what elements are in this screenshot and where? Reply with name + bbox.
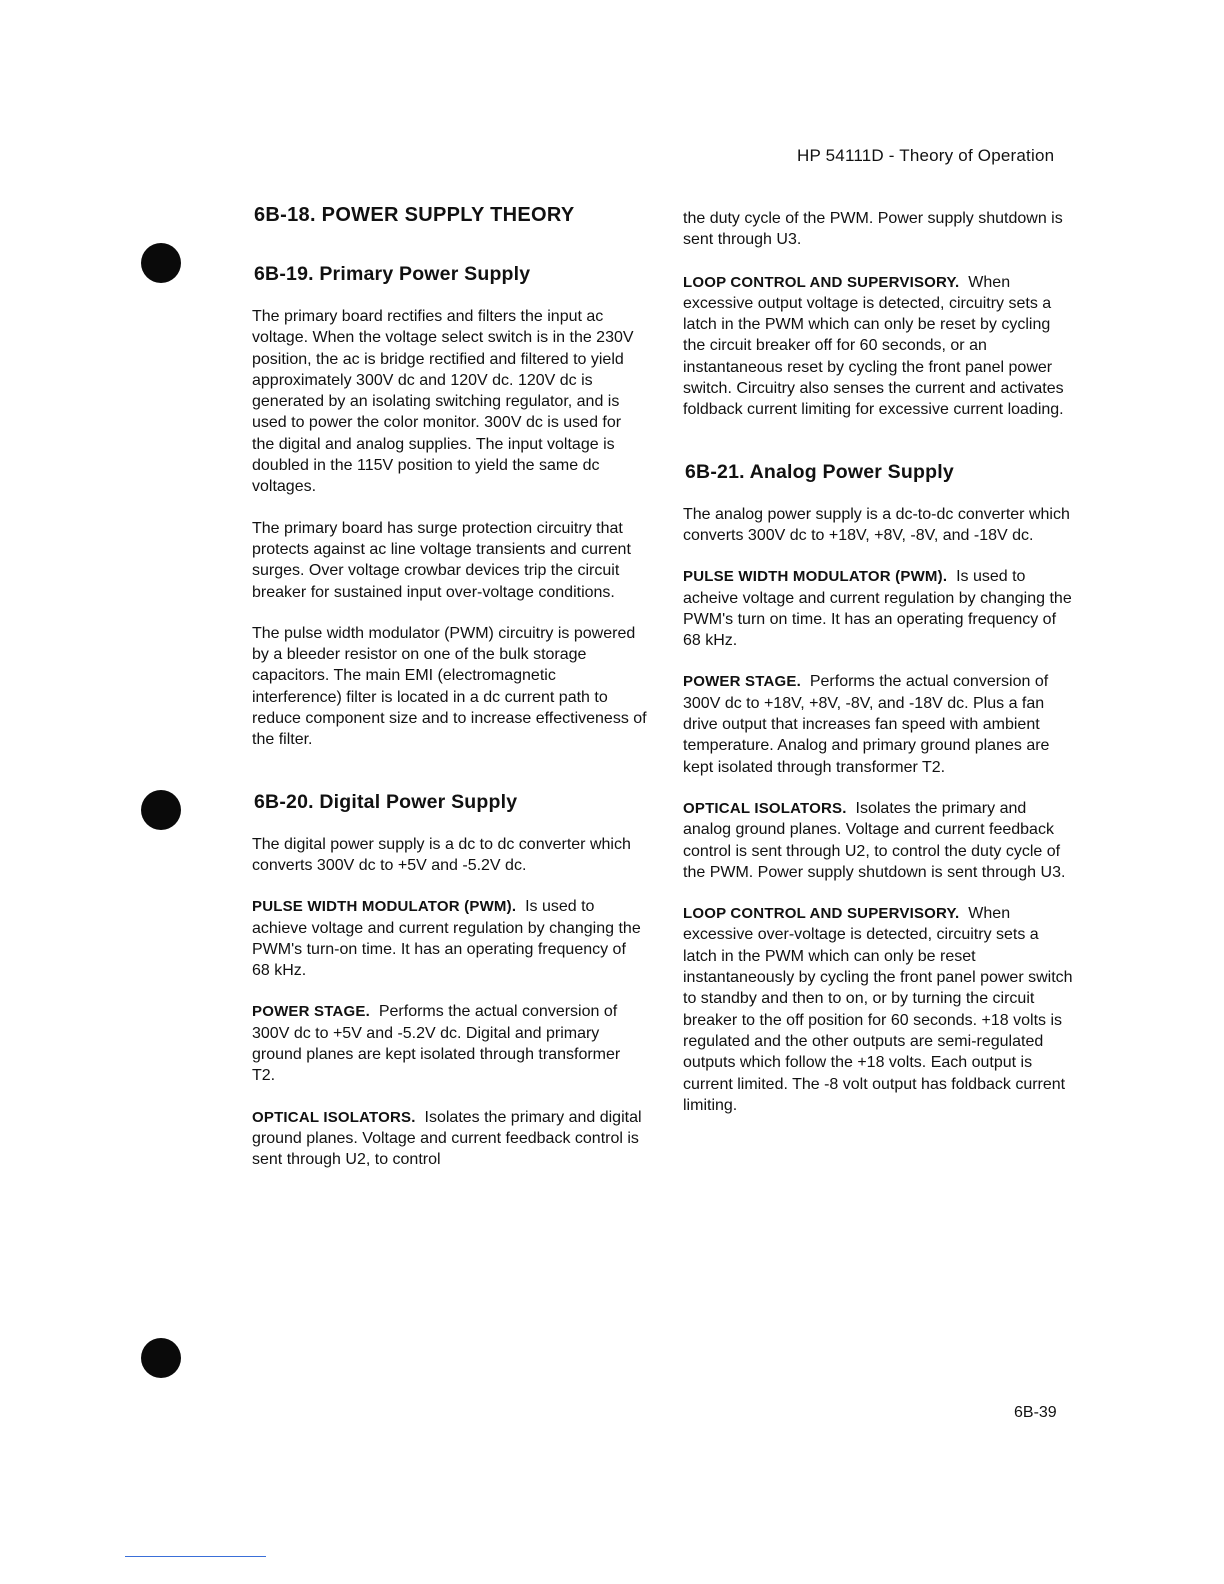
heading-digital-power-supply: 6B-20. Digital Power Supply [254,790,518,813]
analog-loop-control-label: LOOP CONTROL AND SUPERVISORY. [683,905,960,923]
digital-loop-control-paragraph [683,272,1073,421]
digital-pwm-paragraph [252,896,647,981]
binder-punch-hole-bottom [141,1338,181,1378]
analog-power-stage-label: POWER STAGE. [683,673,801,691]
analog-pwm-text: Is used to acheive voltage and current regulation by changing the PWM's turn on time. It has an operating frequency of 68 kHz. [683,568,1072,650]
analog-power-stage-paragraph [683,671,1073,777]
footer-rule [125,1556,266,1557]
analog-pwm-paragraph [683,566,1073,651]
digital-loop-control-label: LOOP CONTROL AND SUPERVISORY. [683,273,960,291]
digital-pwm-label: PULSE WIDTH MODULATOR (PWM). [252,898,517,916]
right-column [683,208,1073,1136]
primary-paragraph-1: The primary board rectifies and filters the input ac voltage. When the voltage select switch is in the 230V position, the ac is bridge rectified and filtered to yield approximately 300V dc and 120V dc. 120V dc is generated by an isolating switching regulator, and is used to power the color monitor. 300V dc is used for the digital and analog supplies. The input voltage is doubled in the 115V position to yield the same dc voltages. [252,308,634,496]
page-number: 6B-39 [1014,1404,1057,1421]
digital-power-stage-paragraph [252,1001,647,1086]
digital-loop-control-text: When excessive output voltage is detected, circuitry sets a latch in the PWM which can only be reset by cycling the circuit breaker off for 60 seconds, or an instantaneous reset by cycling the front panel power switch. Circuitry also senses the current and activates foldback current limiting for excessive current loading. [683,273,1064,419]
analog-intro: The analog power supply is a dc-to-dc converter which converts 300V dc to +18V, +8V, -8V, and -18V dc. [683,505,1070,544]
digital-optical-label: OPTICAL ISOLATORS. [252,1108,416,1126]
analog-optical-text: Isolates the primary and analog ground planes. Voltage and current feedback control is sent through U2, to control the duty cycle of the PWM. Power supply shutdown is sent through U3. [683,799,1066,881]
digital-intro: The digital power supply is a dc to dc converter which converts 300V dc to +5V and -5.2V dc. [252,835,631,874]
analog-pwm-label: PULSE WIDTH MODULATOR (PWM). [683,568,948,586]
binder-punch-hole-middle [141,790,181,830]
left-column [252,204,647,1191]
binder-punch-hole-top [141,243,181,283]
analog-loop-control-text: When excessive over-voltage is detected, circuitry sets a latch in the PWM which can only be reset instantaneously by cycling the front panel power switch to standby and then to on, or by turning the circuit breaker to the off position for 60 seconds. +18 volts is regulated and the other outputs are semi-regulated outputs which follow the +18 volts. Each output is current limited. The -8 volt output has foldback current limiting. [683,905,1073,1114]
heading-analog-power-supply: 6B-21. Analog Power Supply [685,460,954,483]
analog-optical-label: OPTICAL ISOLATORS. [683,799,847,817]
digital-pwm-text: Is used to achieve voltage and current regulation by changing the PWM's turn-on time. It has an operating frequency of 68 kHz. [252,898,641,980]
primary-paragraph-3: The pulse width modulator (PWM) circuitry is powered by a bleeder resistor on one of the bulk storage capacitors. The main EMI (electromagnetic interference) filter is located in a dc current path to reduce component size and to increase effectiveness of the filter. [252,624,647,749]
analog-optical-paragraph [683,798,1073,883]
heading-primary-power-supply: 6B-19. Primary Power Supply [254,263,531,285]
analog-power-stage-text: Performs the actual conversion of 300V dc to +18V, +8V, -8V, and -18V dc. Plus a fan drive output that increases fan speed with ambient temperature. Analog and primary ground planes are kept isolated through transformer T2. [683,673,1050,776]
digital-power-stage-text: Performs the actual conversion of 300V dc to +5V and -5.2V dc. Digital and primary ground planes are kept isolated through transformer T2. [252,1003,621,1085]
primary-paragraph-2: The primary board has surge protection circuitry that protects against ac line voltage transients and current surges. Over voltage crowbar devices trip the circuit breaker for sustained input over-voltage conditions. [252,519,631,601]
continued-paragraph: the duty cycle of the PWM. Power supply shutdown is sent through U3. [683,210,1063,249]
running-header: HP 54111D - Theory of Operation [797,146,1055,165]
section-heading-power-supply-theory: 6B-18. POWER SUPPLY THEORY [254,204,575,226]
digital-optical-text: Isolates the primary and digital ground planes. Voltage and current feedback control is sent through U2, to control [252,1108,642,1169]
analog-loop-control-paragraph [683,903,1073,1116]
digital-power-stage-label: POWER STAGE. [252,1003,370,1021]
digital-optical-paragraph [252,1107,647,1171]
